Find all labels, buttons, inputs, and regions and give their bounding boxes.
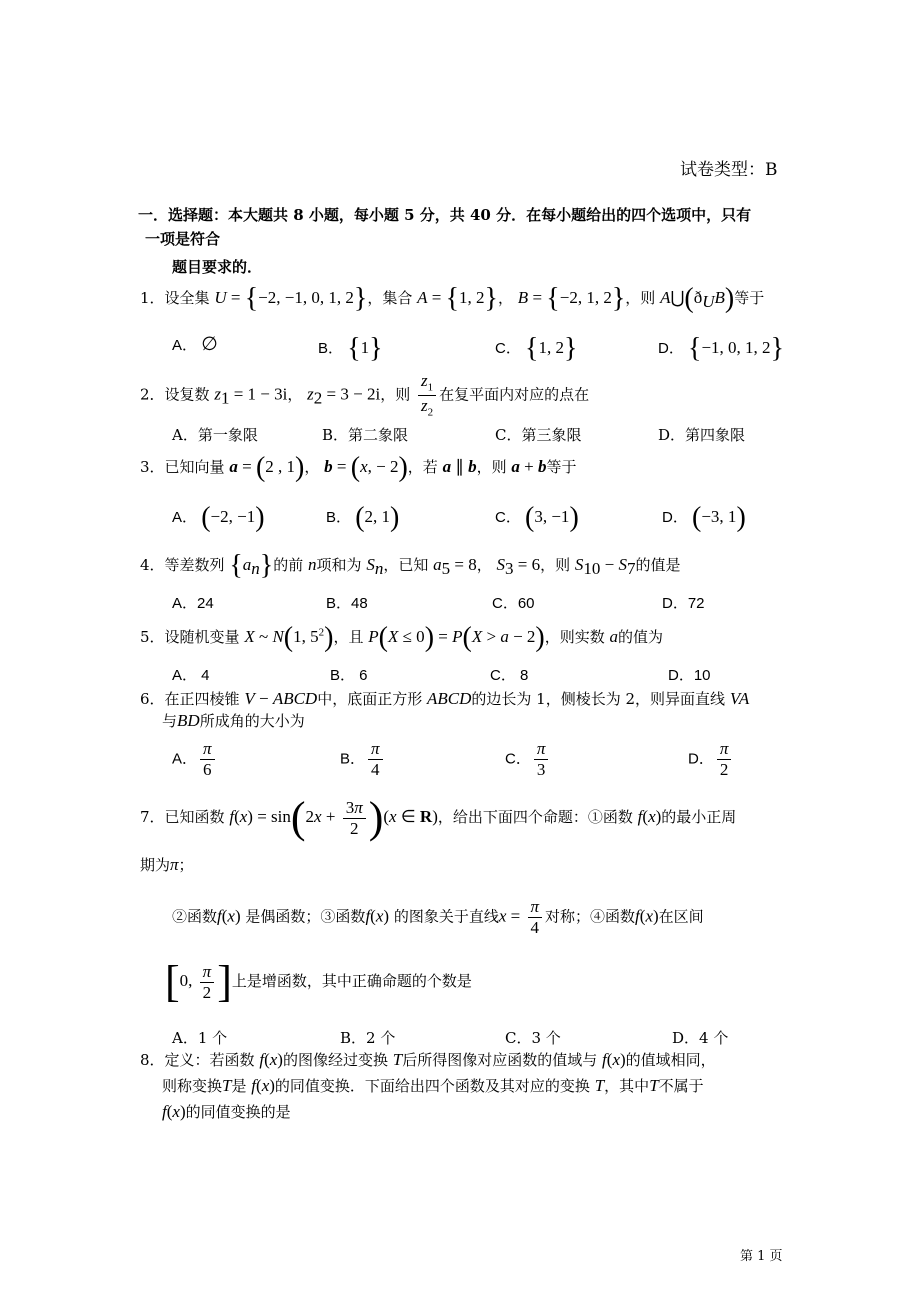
q4-option-a: A．24 — [172, 595, 214, 612]
q5-option-b: B． 6 — [330, 667, 368, 684]
q4-option-c: C．60 — [492, 595, 535, 612]
q2-option-b: B．第二象限 — [322, 426, 409, 444]
question-7-stem-line3: ②函数f(x) 是偶函数；③函数f(x) 的图象关于直线x = $\frac{\pi}{4}$ 对称；④函数f(x)在区间 — [172, 897, 704, 937]
q7-option-d: D．4 个 — [672, 1029, 729, 1047]
q1-option-c: C． {1, 2} — [495, 333, 578, 364]
question-8-stem-line3: f(x)的同值变换的是 — [162, 1102, 291, 1121]
paper-type: 试卷类型：B — [680, 160, 778, 180]
q5-option-c: C． 8 — [490, 667, 529, 684]
q3-option-a: A． (−2, −1) — [172, 502, 265, 533]
question-7-stem-line4: [0, $\frac{\pi}{2}$ ]上是增函数，其中正确命题的个数是 — [165, 957, 472, 1006]
q1-option-b: B． {1} — [318, 333, 383, 364]
q2-option-c: C．第三象限 — [495, 426, 582, 444]
q5-option-a: A． 4 — [172, 667, 210, 684]
question-6-stem: 6．在正四棱锥 V − ABCD中，底面正方形 ABCD的边长为 1，侧棱长为 2，则异面直线 VA — [140, 689, 750, 708]
q2-option-d: D．第四象限 — [658, 426, 746, 444]
q7-option-b: B．2 个 — [340, 1029, 396, 1047]
question-2-stem: 2．设复数 $z_1 = 1 - 3i$， $z_2 = 3 - 2i$，则 $\frac{z_1}{z_2}$ 在复平面内对应的点在 — [140, 371, 590, 419]
question-3-stem: 3．已知向量 a = (2 , 1)， b = (x, − 2)，若 a ∥ b，则 a + b等于 — [140, 452, 577, 483]
q6-option-b: B． $\frac{\pi}{4}$ — [340, 740, 386, 779]
q6-option-a: A． $\frac{\pi}{6}$ — [172, 740, 218, 779]
q3-option-c: C． (3, −1) — [495, 502, 579, 533]
section-heading-line1: 一．选择题：本大题共 8 小题，每小题 5 分，共 40 分．在每小题给出的四个选项中，只有 — [138, 206, 752, 224]
q1-option-a: A． ∅ — [172, 334, 218, 355]
q5-option-d: D．10 — [668, 667, 711, 684]
page-number: 第 1 页 — [740, 1249, 783, 1264]
section-heading-line2: 一项是符合 — [145, 230, 221, 248]
question-8-stem-line2: 则称变换T是 f(x)的同值变换．下面给出四个函数及其对应的变换 T，其中T不属于 — [162, 1076, 704, 1095]
question-6-stem-line2: 与BD所成角的大小为 — [162, 711, 305, 730]
question-7-stem: 7．已知函数 f(x) = sin(2x + $\frac{3\pi}{2}$ )(x ∈ R)，给出下面四个命题：①函数 f(x)的最小正周 — [140, 793, 737, 842]
question-5-stem: 5．设随机变量 X ~ N(1, $5^2$)，且 P(X ≤ 0) = P(X > a − 2)，则实数 a的值为 — [140, 622, 664, 653]
q7-option-a: A．1 个 — [172, 1029, 228, 1047]
question-1-stem: 1．设全集 U = {−2, −1, 0, 1, 2}，集合 A = {1, 2}， B = {−2, 1, 2}，则 $A⋃(ð_UB)$等于 — [140, 283, 765, 314]
question-4-stem: 4．等差数列 $\{a_n\}$的前 n项和为 $S_n$，已知 $a_5 = 8$， $S_3 = 6$，则 $S_{10} - S_7$的值是 — [140, 550, 681, 581]
q3-option-d: D． (−3, 1) — [662, 502, 746, 533]
q3-option-b: B． (2, 1) — [326, 502, 400, 533]
q2-option-a: A．第一象限 — [172, 426, 258, 444]
q6-option-c: C． $\frac{\pi}{3}$ — [505, 740, 551, 779]
q1-option-d: D． {−1, 0, 1, 2} — [658, 333, 785, 364]
q7-option-c: C．3 个 — [505, 1029, 561, 1047]
q4-option-b: B．48 — [326, 595, 368, 612]
q6-option-d: D． $\frac{\pi}{2}$ — [688, 740, 734, 779]
section-heading-line3: 题目要求的． — [172, 258, 263, 276]
q4-option-d: D．72 — [662, 595, 705, 612]
question-7-stem-line2: 期为π； — [140, 855, 194, 874]
question-8-stem: 8．定义：若函数 f(x)的图像经过变换 T后所得图像对应函数的值域与 f(x)的值域相同， — [140, 1050, 716, 1069]
